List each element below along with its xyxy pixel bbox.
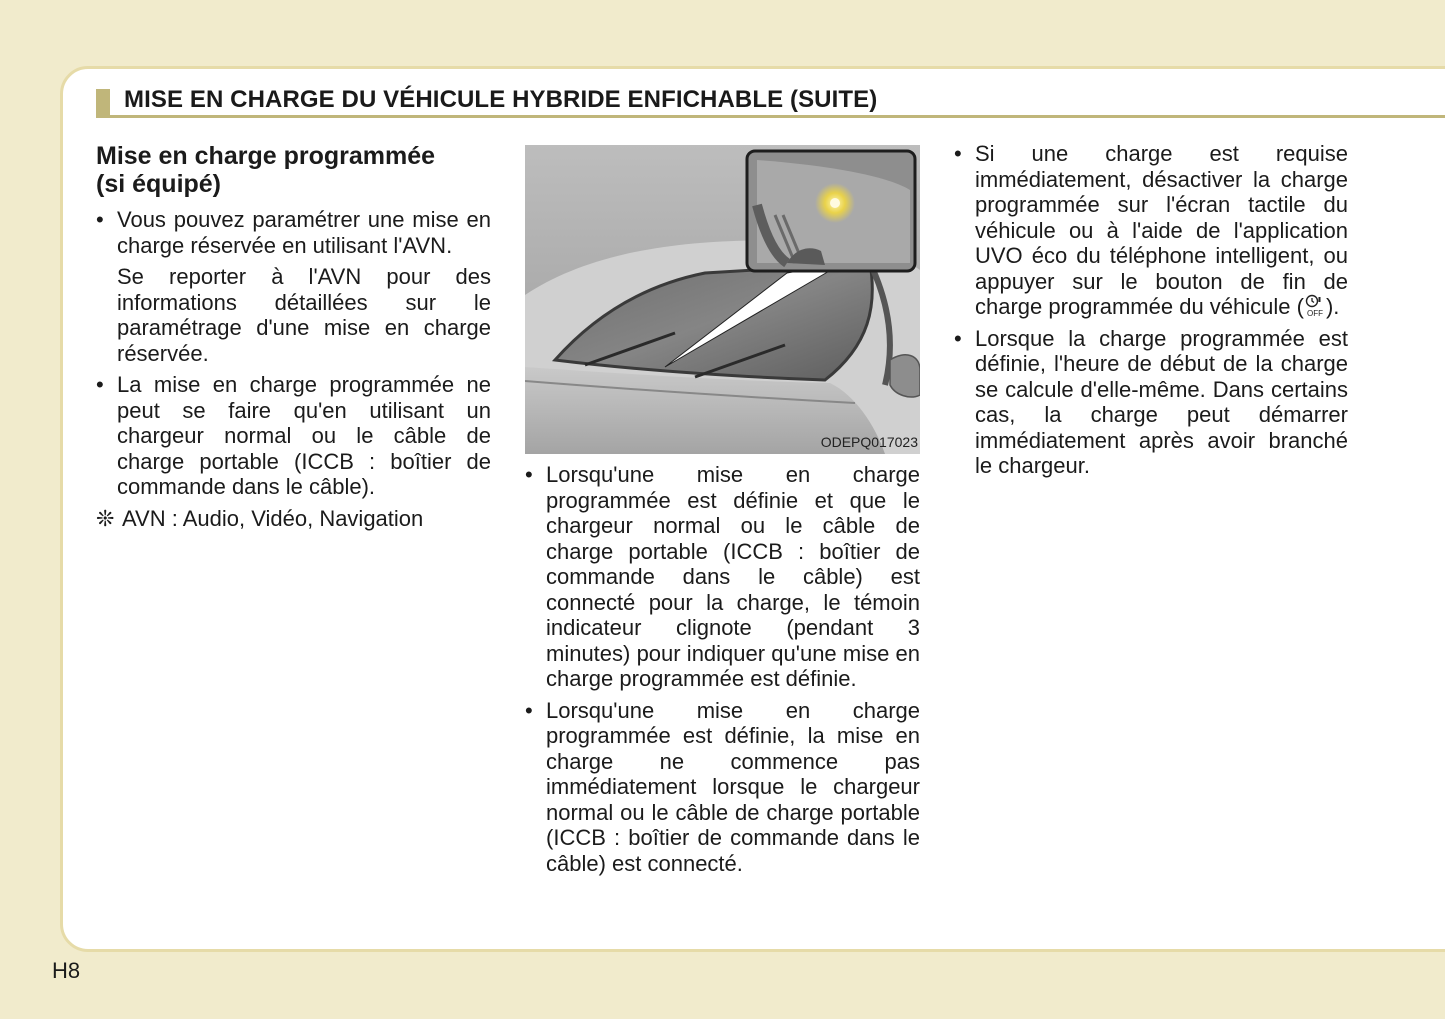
- bullet-text-end: ).: [1325, 294, 1340, 319]
- scheduled-charging-off-icon: [1304, 294, 1326, 318]
- car-illustration: [525, 145, 920, 454]
- middle-column: [525, 462, 920, 882]
- header-rule: [110, 115, 1445, 118]
- section-header: [96, 86, 1445, 118]
- bullet-dot: •: [96, 207, 104, 232]
- section-title: MISE EN CHARGE DU VÉHICULE HYBRIDE ENFICHABLE (SUITE): [124, 86, 878, 113]
- note-text: AVN : Audio, Vidéo, Navigation: [122, 505, 424, 531]
- bullet-text: La mise en charge programmée ne peut se faire qu'en utilisant un chargeur normal ou le câble de charge portable (ICCB : boîtier de commande dans le câble).: [117, 372, 491, 499]
- bullet-dot: •: [525, 697, 533, 723]
- icon-off-label: OFF: [1306, 309, 1323, 318]
- subsection-title: [96, 142, 491, 198]
- subsection-title-line2: (si équipé): [96, 170, 222, 198]
- car-windshield-image: [525, 145, 920, 454]
- bullet-item: [525, 698, 920, 877]
- bullet-item: [525, 462, 920, 692]
- figure-code: ODEPQ017023: [820, 434, 918, 450]
- bullet-dot: •: [954, 325, 962, 351]
- bullet-text: Vous pouvez paramétrer une mise en charge réservée en utilisant l'AVN.: [117, 207, 491, 258]
- bullet-dot: •: [954, 141, 962, 166]
- bullet-item: [96, 372, 491, 500]
- subsection-title-line1: Mise en charge programmée: [96, 142, 436, 170]
- header-marker: [96, 89, 110, 118]
- left-column: [96, 142, 491, 531]
- bullet-item: [96, 207, 491, 258]
- right-column: [954, 141, 1348, 485]
- bullet-text: Lorsque la charge programmée est définie, l'heure de début de la charge se calcule d'elle-même. Dans certains cas, la charge peut démarrer immédiatement après avoir branché le chargeur.: [975, 325, 1348, 478]
- bullet-item: [954, 141, 1348, 320]
- bullet-continuation: Se reporter à l'AVN pour des informations détaillées sur le paramétrage d'une mise en charge réservée.: [117, 264, 491, 366]
- bullet-text: Lorsqu'une mise en charge programmée est définie, la mise en charge ne commence pas immédiatement lorsque le chargeur normal ou le câble de charge portable (ICCB : boîtier de commande dans le câble) est connecté.: [546, 697, 920, 876]
- bullet-dot: •: [525, 462, 533, 487]
- note-symbol: ❊: [96, 505, 115, 531]
- bullet-dot: •: [96, 372, 104, 397]
- footnote: [96, 506, 491, 532]
- bullet-text: Si une charge est requise immédiatement, désactiver la charge programmée sur l'écran tactile du véhicule ou à l'aide de l'application UVO éco du téléphone intelligent, ou appuyer sur le bouton de fin de charge programmée du véhicule (: [975, 141, 1348, 319]
- page-number: H8: [52, 958, 81, 983]
- bullet-text: Lorsqu'une mise en charge programmée est définie et que le chargeur normal ou le câble de charge portable (ICCB : boîtier de commande dans le câble) est connecté pour la charge, le témoin indicateur clignote (pendant 3 minutes) pour indiquer qu'une mise en charge programmée est définie.: [546, 462, 920, 691]
- bullet-item: [954, 326, 1348, 479]
